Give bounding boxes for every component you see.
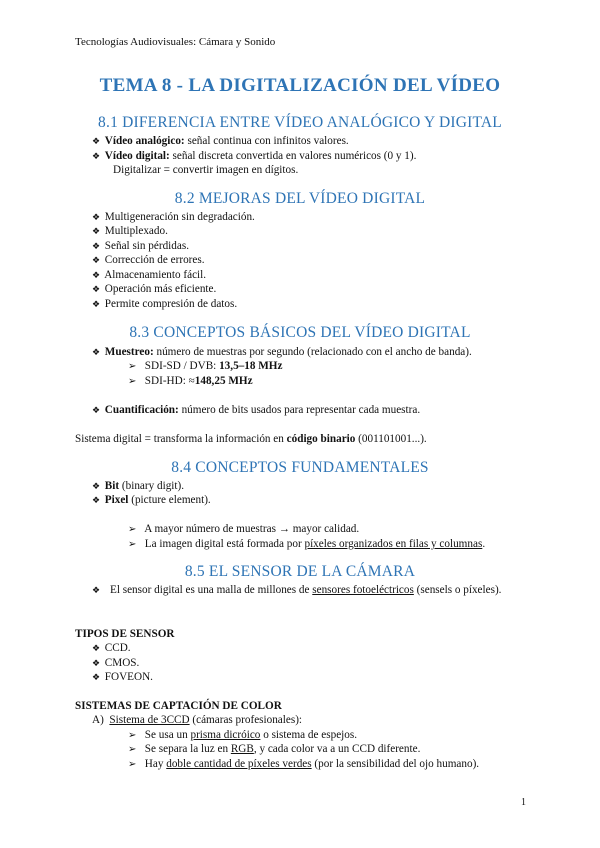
diamond-bullet-icon: ❖	[92, 405, 101, 415]
arrow-bullet-icon: ➢	[128, 539, 137, 550]
arrow-bullet-icon: ➢	[128, 759, 137, 770]
running-header: Tecnologías Audiovisuales: Cámara y Sonido	[75, 36, 276, 48]
sub-item: ➢ SDI-HD: ≈148,25 MHz	[128, 375, 253, 387]
list-item: ❖ FOVEON.	[92, 671, 153, 683]
paragraph: Sistema digital = transforma la información en código binario (001101001...).	[75, 433, 427, 445]
list-item: ❖ Almacenamiento fácil.	[92, 269, 207, 281]
list-item	[92, 583, 102, 597]
section-heading-8-3: 8.3 CONCEPTOS BÁSICOS DEL VÍDEO DIGITAL	[129, 324, 471, 341]
list-item: ❖ CMOS.	[92, 657, 140, 669]
list-item: ❖ Multiplexado.	[92, 225, 168, 237]
list-item: ❖ Permite compresión de datos.	[92, 298, 238, 310]
section-heading-8-1: 8.1 DIFERENCIA ENTRE VÍDEO ANALÓGICO Y DIGITAL	[98, 114, 502, 131]
diamond-bullet-icon: ❖	[92, 495, 101, 505]
diamond-bullet-icon: ❖	[92, 347, 101, 357]
diamond-bullet-icon: ❖	[92, 585, 101, 595]
diamond-bullet-icon: ❖	[92, 241, 101, 251]
list-item: A) Sistema de 3CCD (cámaras profesionales):	[92, 714, 303, 726]
list-item: ❖ Cuantificación: número de bits usados para representar cada muestra.	[92, 404, 421, 416]
sub-item: ➢ Hay doble cantidad de píxeles verdes (por la sensibilidad del ojo humano).	[128, 758, 480, 770]
list-item: ❖ Muestreo: número de muestras por segundo (relacionado con el ancho de banda).	[92, 346, 472, 358]
section-heading-8-4: 8.4 CONCEPTOS FUNDAMENTALES	[171, 459, 429, 476]
list-item: ❖ Vídeo digital: señal discreta convertida en valores numéricos (0 y 1).	[92, 150, 417, 162]
diamond-bullet-icon: ❖	[92, 284, 101, 294]
list-item: ❖ Vídeo analógico: señal continua con infinitos valores.	[92, 135, 349, 147]
diamond-bullet-icon: ❖	[92, 151, 101, 161]
note-text: Digitalizar = convertir imagen en dígitos.	[113, 164, 299, 176]
list-item: ❖ CCD.	[92, 642, 131, 654]
diamond-bullet-icon: ❖	[92, 270, 101, 280]
page-number: 1	[521, 797, 526, 808]
subheading-sensor-types: TIPOS DE SENSOR	[75, 628, 175, 640]
arrow-bullet-icon: ➢	[128, 361, 137, 372]
diamond-bullet-icon: ❖	[92, 643, 101, 653]
paragraph: El sensor digital es una malla de millones de sensores fotoeléctricos (sensels o píxeles).	[110, 584, 502, 596]
arrow-bullet-icon: ➢	[128, 730, 137, 741]
section-heading-8-5: 8.5 EL SENSOR DE LA CÁMARA	[184, 563, 416, 580]
sub-item: ➢ La imagen digital está formada por píxeles organizados en filas y columnas.	[128, 538, 486, 550]
diamond-bullet-icon: ❖	[92, 672, 101, 682]
list-item: ❖ Multigeneración sin degradación.	[92, 211, 255, 223]
page-title: TEMA 8 - LA DIGITALIZACIÓN DEL VÍDEO	[99, 75, 501, 96]
list-item: ❖ Señal sin pérdidas.	[92, 240, 189, 252]
subheading-color-systems: SISTEMAS DE CAPTACIÓN DE COLOR	[75, 700, 282, 712]
section-heading-8-2: 8.2 MEJORAS DEL VÍDEO DIGITAL	[174, 190, 426, 207]
diamond-bullet-icon: ❖	[92, 658, 101, 668]
diamond-bullet-icon: ❖	[92, 255, 101, 265]
list-item: ❖ Corrección de errores.	[92, 254, 205, 266]
sub-item: ➢ A mayor número de muestras → mayor calidad.	[128, 523, 360, 535]
sub-item: ➢ Se separa la luz en RGB, y cada color va a un CCD diferente.	[128, 743, 421, 755]
diamond-bullet-icon: ❖	[92, 481, 101, 491]
diamond-bullet-icon: ❖	[92, 299, 101, 309]
diamond-bullet-icon: ❖	[92, 136, 101, 146]
diamond-bullet-icon: ❖	[92, 226, 101, 236]
arrow-bullet-icon: ➢	[128, 524, 137, 535]
list-item: ❖ Pixel (picture element).	[92, 494, 211, 506]
list-item: ❖ Operación más eficiente.	[92, 283, 217, 295]
arrow-bullet-icon: ➢	[128, 744, 137, 755]
list-item: ❖ Bit (binary digit).	[92, 480, 185, 492]
diamond-bullet-icon: ❖	[92, 212, 101, 222]
sub-item: ➢ Se usa un prisma dicróico o sistema de espejos.	[128, 729, 358, 741]
arrow-bullet-icon: ➢	[128, 376, 137, 387]
sub-item: ➢ SDI-SD / DVB: 13,5–18 MHz	[128, 360, 283, 372]
